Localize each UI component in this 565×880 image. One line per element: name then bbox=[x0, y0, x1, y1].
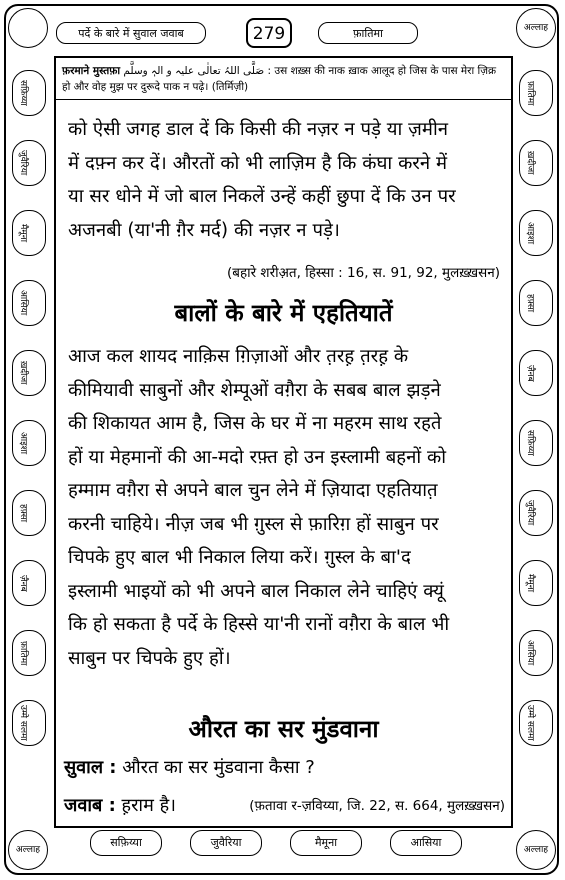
hadith-source: (तिर्मिज़ी) bbox=[211, 81, 249, 93]
paragraph-line: या सर धोने में जो बाल निकलें उन्हें कहीं छुपा दें कि उन पर bbox=[68, 186, 456, 207]
hadith-banner bbox=[56, 60, 511, 100]
side-ornament-badge: सफ़िय्या bbox=[519, 420, 553, 466]
hadith-text: : उस शख़्स की नाक ख़ाक आलूद हो जिस के पास मेरा ज़िक्र हो और वोह मुझ पर दुरूदे पाक न पढ़े। bbox=[62, 65, 497, 93]
hadith-arabic: صَلَّی اللہُ تعالٰی علیہ و الہٖ وسلَّم bbox=[123, 65, 265, 77]
side-ornament-badge: फ़ातिमा bbox=[519, 70, 553, 116]
paragraph-line: अजनबी (या'नी ग़ैर मर्द) की नज़र न पड़े। bbox=[68, 219, 340, 241]
answer-label: जवाब : bbox=[64, 795, 116, 816]
corner-ornament-bottom-left: अल्लाह bbox=[8, 830, 48, 870]
side-ornament-badge: हफ़्सा bbox=[12, 490, 46, 536]
side-ornament-badge: उम्मे सलमा bbox=[519, 700, 553, 746]
paragraph-line: करनी चाहिये। नीज़ जब भी ग़ुस्ल से फ़ारिग़ हों साबुन पर bbox=[68, 513, 439, 535]
corner-ornament-bottom-right: अल्लाह bbox=[516, 830, 556, 870]
paragraph-line: की शिकायत आम है, जिस के घर में ना महरम साथ रहते bbox=[68, 413, 442, 434]
footer-tag: सफ़िय्या bbox=[90, 830, 162, 856]
section-heading-1: बालों के बारे में एहतियातें bbox=[174, 299, 393, 327]
corner-ornament-top-left bbox=[8, 8, 48, 48]
side-ornament-badge: आसिया bbox=[12, 280, 46, 326]
paragraph-2 bbox=[68, 340, 498, 675]
header-title: पर्दे के बारे में सुवाल जवाब bbox=[56, 22, 206, 44]
answer-text: ह़राम है। bbox=[121, 795, 176, 816]
side-ornament-badge: ख़दीजा bbox=[519, 140, 553, 186]
page-number: 279 bbox=[246, 18, 292, 48]
side-ornament-badge: जुवैरिया bbox=[519, 490, 553, 536]
header-name: फ़ातिमा bbox=[318, 22, 418, 44]
paragraph-line: में दफ़्न कर दें। औरतों को भी लाज़िम है कि कंघा करने में bbox=[68, 152, 448, 174]
paragraph-line: हों या मेहमानों की आ-मदो रफ़्त हो उन इस्लामी बहनों को bbox=[68, 446, 447, 468]
side-ornament-badge: हफ़्सा bbox=[519, 280, 553, 326]
side-ornament-badge: फ़ातिमा bbox=[12, 630, 46, 676]
paragraph-line: को ऐसी जगह डाल दें कि किसी की नज़र न पड़े या ज़मीन bbox=[68, 119, 449, 140]
question-label: सुवाल : bbox=[64, 757, 117, 778]
section-heading-2: औरत का सर मुंडवाना bbox=[188, 715, 379, 743]
side-ornament-badge: ज़ैनब bbox=[519, 350, 553, 396]
footer-tag: जुवैरिया bbox=[190, 830, 262, 856]
corner-ornament-top-right: अल्लाह bbox=[516, 8, 556, 48]
paragraph-line: चिपके हुए बाल भी निकाल लिया करें। ग़ुस्ल के बा'द bbox=[68, 547, 411, 568]
side-ornament-badge: ख़दीजा bbox=[12, 350, 46, 396]
reference-citation-1: (बहारे शरीअ़त, हिस्सा : 16, स. 91, 92, मुलख़्ख़सन) bbox=[226, 265, 500, 281]
footer-tag: मैमूना bbox=[290, 830, 362, 856]
paragraph-line: कीमियावी साबुनों और शेम्पूओं वग़ैरा के सबब बाल झड़ने bbox=[68, 379, 441, 401]
side-ornament-badge: आइशा bbox=[519, 210, 553, 256]
paragraph-line: कि हो सकता है पर्दे के हिस्से या'नी रानों वग़ैरा के बाल भी bbox=[68, 614, 450, 635]
reference-citation-2: (फ़तावा र-ज़विय्या, जि. 22, स. 664, मुलख़्ख़सन) bbox=[249, 798, 505, 814]
paragraph-line: साबुन पर चिपके हुए हों। bbox=[68, 647, 231, 669]
side-ornament-badge: आइशा bbox=[12, 420, 46, 466]
paragraph-1 bbox=[68, 113, 498, 247]
side-ornament-badge: आसिया bbox=[519, 630, 553, 676]
answer-row bbox=[64, 793, 176, 817]
side-ornament-badge: जुवैरिया bbox=[12, 140, 46, 186]
question-row bbox=[64, 755, 315, 779]
question-text: औरत का सर मुंडवाना कैसा ? bbox=[122, 757, 315, 778]
side-ornament-badge: उम्मे सलमा bbox=[12, 700, 46, 746]
side-ornament-badge: मैमूना bbox=[519, 560, 553, 606]
hadith-label: फ़रमाने मुस्तफ़ा bbox=[62, 65, 121, 77]
side-ornament-badge: मैमूना bbox=[12, 210, 46, 256]
side-ornament-badge: सफ़िय्या bbox=[12, 70, 46, 116]
paragraph-line: हम्माम वग़ैरा से अपने बाल चुन लेने में ज़ियादा एहतियात़ bbox=[68, 480, 438, 501]
footer-tag: आसिया bbox=[390, 830, 462, 856]
paragraph-line: आज कल शायद नाक़िस ग़िज़ाओं और त़रह़ त़रह़ के bbox=[68, 346, 409, 367]
side-ornament-badge: ज़ैनब bbox=[12, 560, 46, 606]
paragraph-line: इस्लामी भाइयों को भी अपने बाल निकाल लेने चाहिएं क्यूं bbox=[68, 580, 444, 602]
